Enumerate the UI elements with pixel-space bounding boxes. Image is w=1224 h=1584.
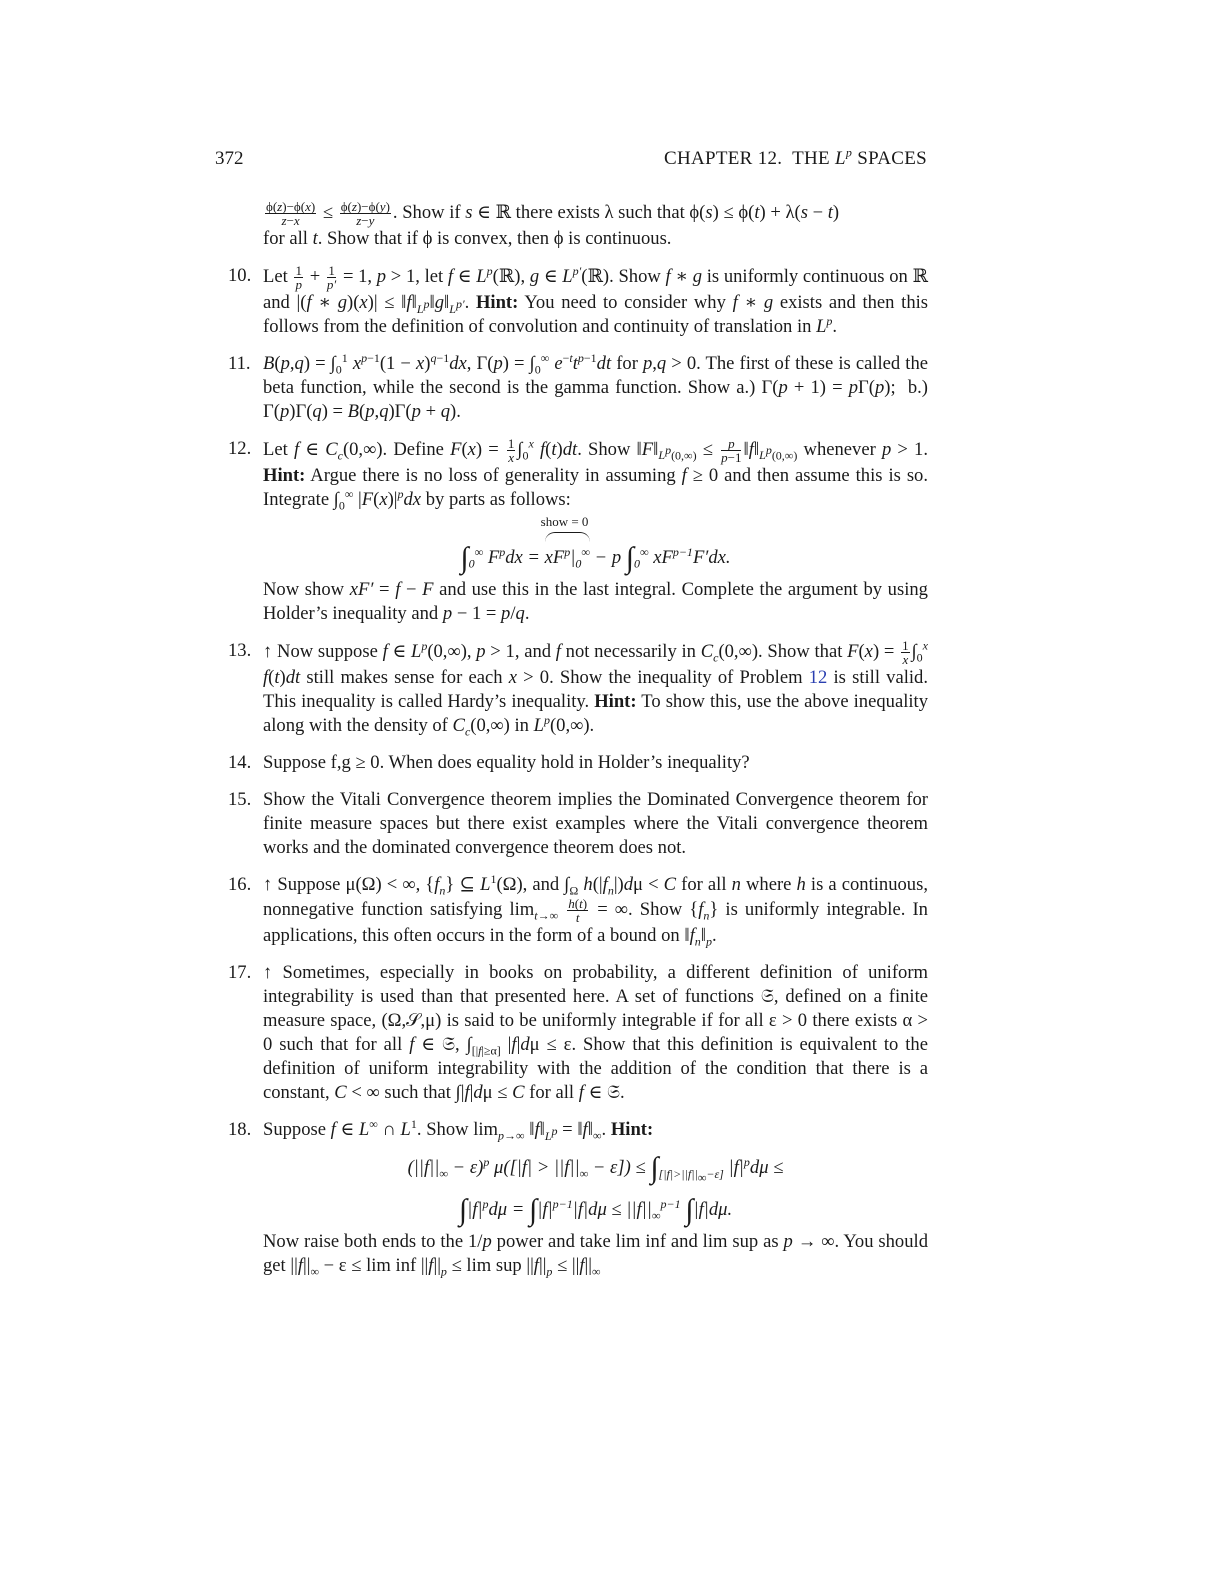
fraction: $\frac{\phi(z)-\phi(x)}{z-x}$ [266, 199, 316, 228]
hint-equation-2: $\int|f|^pd\mu = \int|f|^{p-1}|f|d\mu \le ||f||_\infty^{p-1}$ ∫|f|dμ. [458, 1193, 733, 1227]
page-header [215, 145, 927, 174]
overbrace: show = 0 $xF^p|_0^\infty$ [545, 546, 590, 570]
page-number: 372 [215, 148, 244, 169]
problem-number: 15. [228, 789, 252, 810]
fraction: $\frac{1}{x}$ [507, 436, 515, 465]
problem-11: 11. $B(p,q) = \int_0^1$ $x^{p-1}(1 - x)^{q-1}dx$, $\Gamma(p) = \int_0^\infty$ $e^{-t}t^{p-1}dt$ for p,q > 0. The first of these is called the beta function, while the second is the gamma function. Show a.) Γ(p + 1) = pΓ(p); b.) Γ(p)Γ(q) = B(p,q)Γ(p + q). [228, 350, 928, 422]
problem-13: 13. ↑ Now suppose f ∈ $L^p(0,\infty)$, p > 1, and f not necessarily in $C_c(0,\infty)$. Show that F(x) = $\frac{1}{x}$ $\int_0^x$ f(t)dt still makes sense for each x > 0. Show the inequality of Problem 12 is still valid. This inequality is called Hardy’s inequality. Hint: To show this, use the above inequality along with the density of $C_c(0,\infty)$ in $L^p(0,\infty)$. [228, 638, 928, 739]
problem-number: 18. [228, 1119, 252, 1140]
fraction: $\frac{p}{p-1}$ [721, 436, 742, 465]
problem-17: 17. ↑ Sometimes, especially in books on probability, a different definition of uniform integrability is used than that presented here. A set of functions 𝔖, defined on a finite measure space, (Ω,𝒮,μ) is said to be uniformly integrable if for all ε > 0 there exists α > 0 such that for all f ∈ 𝔖, $\int_{[|f|\ge\alpha]}$ |f|dμ ≤ ε. Show that this definition is equivalent to the definition of uniform integrability with the addition of the condition that there is a constant, C < ∞ such that ∫|f|dμ ≤ C for all f ∈ 𝔖. [228, 962, 928, 1103]
problem-18: 18. Suppose f ∈ L∞ ∩ $L^1$. Show $\lim_{p\to\infty}$ $‖f‖_{L^p}$ = $‖f‖_\infty$. Hint: $(||f||_\infty - \varepsilon)^p$ $\mu([|f| > ||f||_\infty - \varepsilon]) \le \int_{[|f|>||f||_\infty-\varepsilon]}$ $|f|^pd\mu$ ≤ $\int|f|^pd\mu = \int|f|^{p-1}|f|d\mu \le ||f||_\infty^{p-1}$ ∫|f|dμ. Now raise both ends to the 1/p power and take lim inf and lim sup as p → ∞. You should get $||f||_\infty - \varepsilon \le \lim$ inf $||f||_p \le \lim$ sup $||f||_p \le ||f||_\infty$ [228, 1116, 928, 1279]
problem-number: 11. [228, 353, 251, 374]
problem-12: 12. Let f ∈ $C_c(0,\infty)$. Define F(x) = $\frac{1}{x}$ $\int_0^x$ f(t)dt. Show $‖F‖_{L^p(0,\infty)}$ ≤ $\frac{p}{p-1}$ $‖f‖_{L^p(0,\infty)}$ whenever p > 1. Hint: Argue there is no loss of generality in assuming f ≥ 0 and then assume this is so. Integrate $\int_0^\infty$ $|F(x)|^pdx$ by parts as follows: $\int_0^\infty$ $F^pdx$ = show = 0 $xF^p|_0^\infty - p$ $\int_0^\infty$ $xF^{p-1}F'dx$. Now show xF′ = f − F and use this in the last integral. Complete the argument by using Holder’s inequality and p − 1 = p/q. [228, 436, 928, 624]
problem-9-continuation: $\frac{\phi(z)-\phi(x)}{z-x}$ ≤ $\frac{\phi(z)-\phi(y)}{z-y}$ . Show if s ∈ ℝ there exists λ such that ϕ(s) ≤ ϕ(t) + λ(s − t) for all t. Show that if ϕ is convex, then ϕ is continuous. [263, 199, 840, 249]
problem-number: 14. [228, 752, 252, 773]
problem-10: 10. Let $\frac{1}{p}$ + $\frac{1}{p'}$ = 1, p > 1, let f ∈ $L^p(ℝ)$, g ∈ $L^{p'}(ℝ)$. Show f ∗ g is uniformly continuous on ℝ and |(f ∗ $g)(x)| \le ‖f‖_{L^p}‖g‖_{L^{p'}}$. Hint: You need to consider why f ∗ g exists and then this follows from the definition of convolution and continuity of translation in $L^p$. [228, 263, 929, 337]
problem-14 [228, 751, 928, 775]
chapter-title: CHAPTER 12. THE $L^p$ SPACES [663, 145, 927, 169]
hint-equation-1: $(||f||_\infty - \varepsilon)^p$ $\mu([|f| > ||f||_\infty - \varepsilon]) \le \int_{[|f|>||f||_\infty-\varepsilon]}$ $|f|^pd\mu$ ≤ [407, 1151, 784, 1185]
problem-text: Suppose f,g ≥ 0. When does equality hold in Holder’s inequality? [263, 752, 750, 773]
problem-number: 10. [228, 265, 252, 286]
problem-number: 16. [228, 874, 252, 895]
problem-16: 16. ↑ Suppose μ(Ω) < ∞, $\{f_n\}$ ⊆ $L^1(\Omega)$, and $\int_\Omega$ $h(|f_n|)d\mu < C$ for all n where h is a continuous, nonnegative function satisfying $\lim_{t\to\infty}$ $\frac{h(t)}{t}$ = ∞. Show $\{f_n\}$ is uniformly integrable. In applications, this often occurs in the form of a bound on $‖f_n‖_p$. [228, 871, 928, 949]
problem-text: Show the Vitali Convergence theorem implies the Dominated Convergence theorem for finite measure spaces but there exist examples where the Vitali convergence theorem works and the dominated convergence theorem does not. [263, 789, 928, 858]
fraction: $\frac{\phi(z)-\phi(y)}{z-y}$ [340, 199, 390, 228]
fraction: $\frac{h(t)}{t}$ [568, 896, 588, 925]
page-body [228, 200, 928, 1278]
problem-15 [228, 788, 928, 860]
overbrace-label: show = 0 [540, 514, 589, 529]
problem-link[interactable]: 12 [808, 667, 828, 688]
integration-by-parts-equation: $\int_0^\infty$ $F^pdx$ = show = 0 $xF^p|_0^\infty - p$ $\int_0^\infty$ $xF^{p-1}F'dx$. [263, 546, 928, 570]
fraction: $\frac{1}{x}$ [902, 638, 909, 667]
fraction: $\frac{1}{p}$ [295, 263, 302, 292]
fraction: $\frac{1}{p'}$ [326, 263, 337, 292]
problem-number: 13. [228, 640, 252, 661]
problem-number: 17. [228, 962, 252, 983]
problem-number: 12. [228, 438, 252, 459]
